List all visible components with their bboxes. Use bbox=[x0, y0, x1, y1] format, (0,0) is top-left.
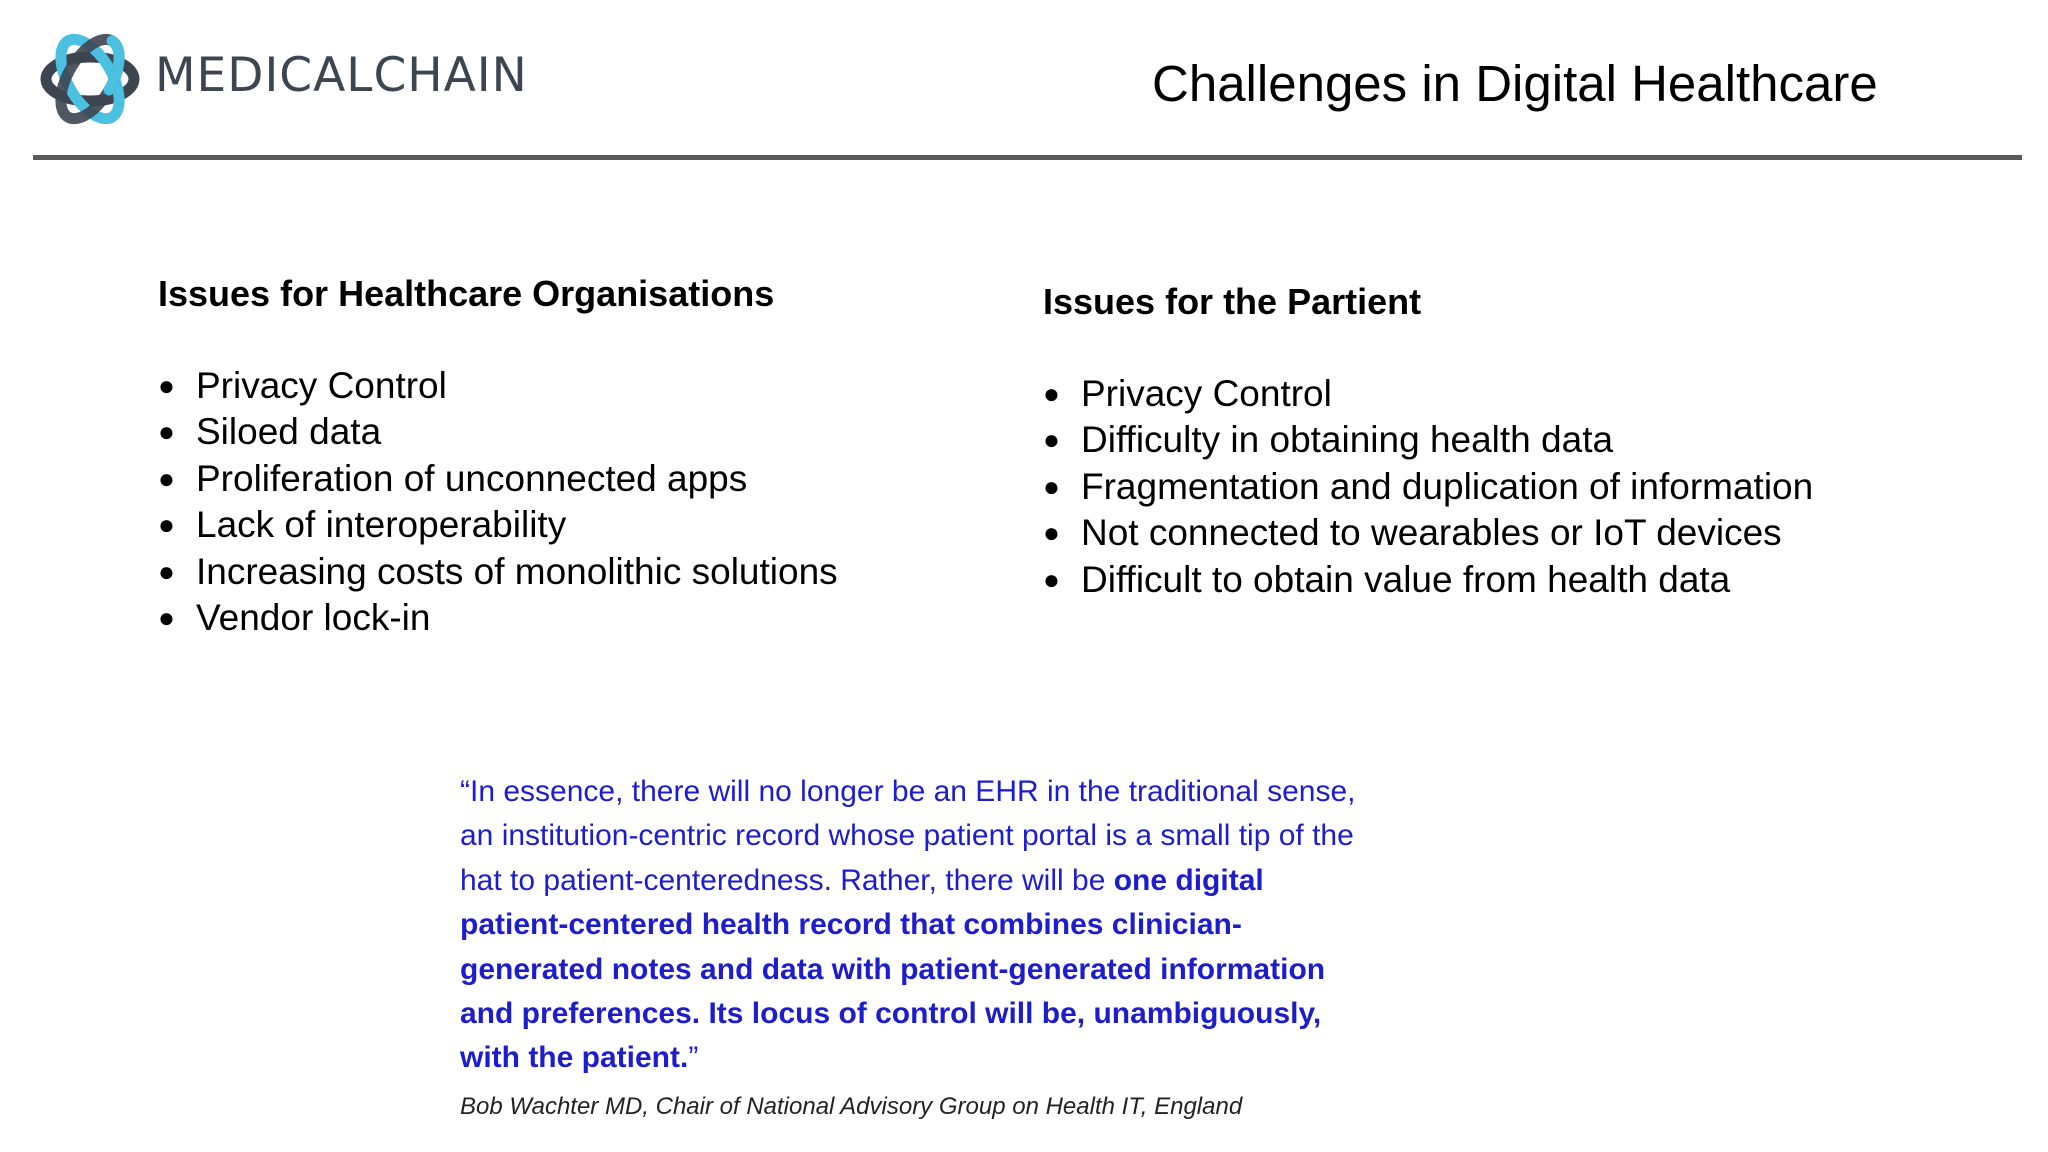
bullet-icon: ● bbox=[158, 416, 175, 448]
quote-emphasis: one digital bbox=[1113, 863, 1264, 897]
quote-line: an institution-centric record whose patient portal is a small tip of the bbox=[460, 819, 1354, 853]
list-item-text: Privacy Control bbox=[196, 365, 447, 406]
bullet-icon: ● bbox=[158, 555, 175, 587]
bullet-icon: ● bbox=[158, 509, 175, 541]
bullet-icon: ● bbox=[158, 370, 175, 401]
patient-issue-list bbox=[1043, 371, 1813, 603]
list-item-text: Not connected to wearables or IoT devices bbox=[1081, 512, 1782, 554]
list-item bbox=[1043, 464, 1813, 510]
patient-heading: Issues for the Partient bbox=[1043, 281, 1422, 322]
bullet-icon: ● bbox=[158, 602, 175, 634]
list-item-text: Proliferation of unconnected apps bbox=[196, 457, 748, 499]
list-item bbox=[158, 549, 838, 595]
organisations-issue-list bbox=[158, 363, 838, 641]
bullet-icon: ● bbox=[1043, 424, 1060, 456]
organisations-heading: Issues for Healthcare Organisations bbox=[158, 273, 775, 314]
quote-line bbox=[460, 1036, 1460, 1080]
list-item bbox=[158, 456, 838, 502]
quote-emphasis: and preferences. Its locus of control will be, unambiguously, bbox=[460, 997, 1322, 1031]
list-item bbox=[1043, 510, 1813, 556]
list-item-text: Privacy Control bbox=[1081, 373, 1332, 414]
quote-emphasis: with the patient. bbox=[460, 1041, 689, 1075]
list-item-text: Vendor lock-in bbox=[196, 597, 431, 639]
title-divider bbox=[33, 155, 2022, 160]
quote-attribution: Bob Wachter MD, Chair of National Advisory Group on Health IT, England bbox=[460, 1093, 1243, 1120]
list-item-text: Lack of interoperability bbox=[196, 504, 567, 546]
list-item-text: Fragmentation and duplication of information bbox=[1081, 465, 1814, 507]
list-item bbox=[1043, 371, 1813, 417]
brand-name: MEDICALCHAIN bbox=[155, 48, 528, 103]
medicalchain-logo-icon bbox=[32, 20, 148, 138]
list-item-text: Difficulty in obtaining health data bbox=[1081, 419, 1614, 461]
list-item bbox=[158, 595, 838, 641]
bullet-icon: ● bbox=[1043, 470, 1060, 502]
quote-text: hat to patient-centeredness. Rather, there will be bbox=[460, 863, 1114, 897]
list-item-text: Increasing costs of monolithic solutions bbox=[196, 550, 838, 592]
list-item bbox=[158, 363, 838, 409]
list-item bbox=[158, 409, 838, 455]
bullet-icon: ● bbox=[1043, 563, 1060, 595]
list-item bbox=[158, 502, 838, 548]
quote-block bbox=[460, 770, 1460, 1081]
bullet-icon: ● bbox=[1043, 378, 1060, 409]
list-item bbox=[1043, 557, 1813, 603]
list-item-text: Siloed data bbox=[196, 411, 382, 453]
bullet-icon: ● bbox=[1043, 517, 1060, 549]
bullet-icon: ● bbox=[158, 462, 175, 494]
quote-emphasis: patient-centered health record that combines clinician- bbox=[460, 908, 1242, 942]
list-item-text: Difficult to obtain value from health data bbox=[1081, 558, 1731, 600]
slide-title: Challenges in Digital Healthcare bbox=[1152, 55, 1878, 112]
quote-line: “In essence, there will no longer be an EHR in the traditional sense, bbox=[460, 775, 1356, 808]
quote-emphasis: generated notes and data with patient-generated information bbox=[460, 952, 1326, 986]
list-item bbox=[1043, 417, 1813, 463]
quote-line bbox=[460, 859, 1460, 903]
quote-close-mark: ” bbox=[688, 1041, 699, 1075]
